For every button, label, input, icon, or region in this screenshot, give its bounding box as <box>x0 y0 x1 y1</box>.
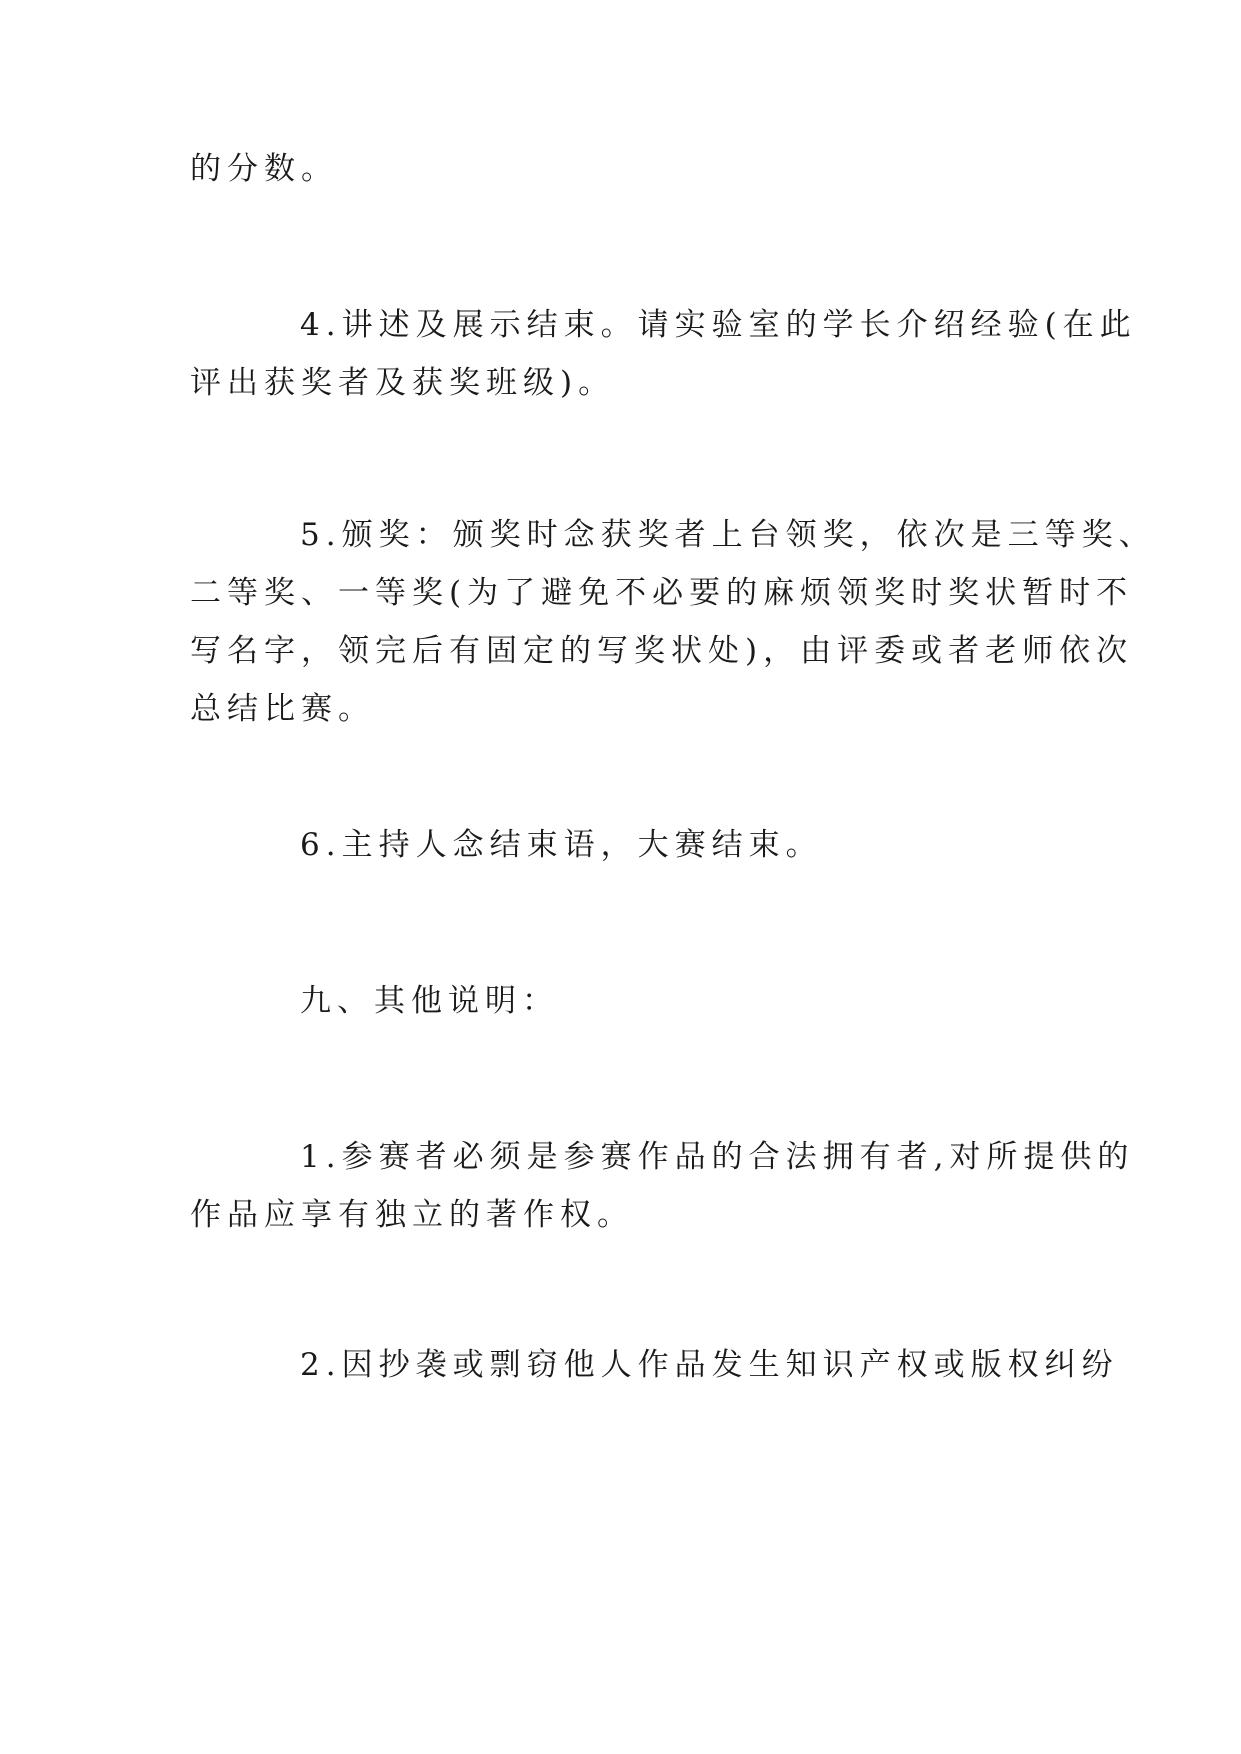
text-line: 评出获奖者及获奖班级)。 <box>190 365 616 401</box>
text-line: 作品应享有独立的著作权。 <box>190 1197 634 1233</box>
text-line: 6.主持人念结束语，大赛结束。 <box>300 827 823 863</box>
section-heading-9 <box>190 972 1060 1030</box>
paragraph-item-4 <box>190 296 1137 412</box>
text-line: 二等奖、一等奖(为了避免不必要的麻烦领奖时奖状暂时不 <box>190 575 1134 611</box>
paragraph-item-6 <box>190 816 1060 874</box>
paragraph-note-1 <box>190 1128 1135 1244</box>
paragraph-item-5 <box>190 506 1156 738</box>
paragraph-note-2 <box>190 1336 1119 1394</box>
text-line: 1.参赛者必须是参赛作品的合法拥有者,对所提供的 <box>300 1139 1135 1175</box>
text-line: 的分数。 <box>190 151 338 187</box>
text-line: 总结比赛。 <box>190 691 375 727</box>
text-line: 5.颁奖：颁奖时念获奖者上台领奖，依次是三等奖、 <box>300 517 1156 553</box>
text-line: 4.讲述及展示结束。请实验室的学长介绍经验(在此 <box>300 307 1137 343</box>
text-line: 2.因抄袭或剽窃他人作品发生知识产权或版权纠纷 <box>300 1347 1119 1383</box>
paragraph-score-tail <box>190 140 1060 198</box>
text-line: 九、其他说明： <box>300 983 559 1019</box>
text-line: 写名字，领完后有固定的写奖状处)，由评委或者老师依次 <box>190 633 1134 669</box>
